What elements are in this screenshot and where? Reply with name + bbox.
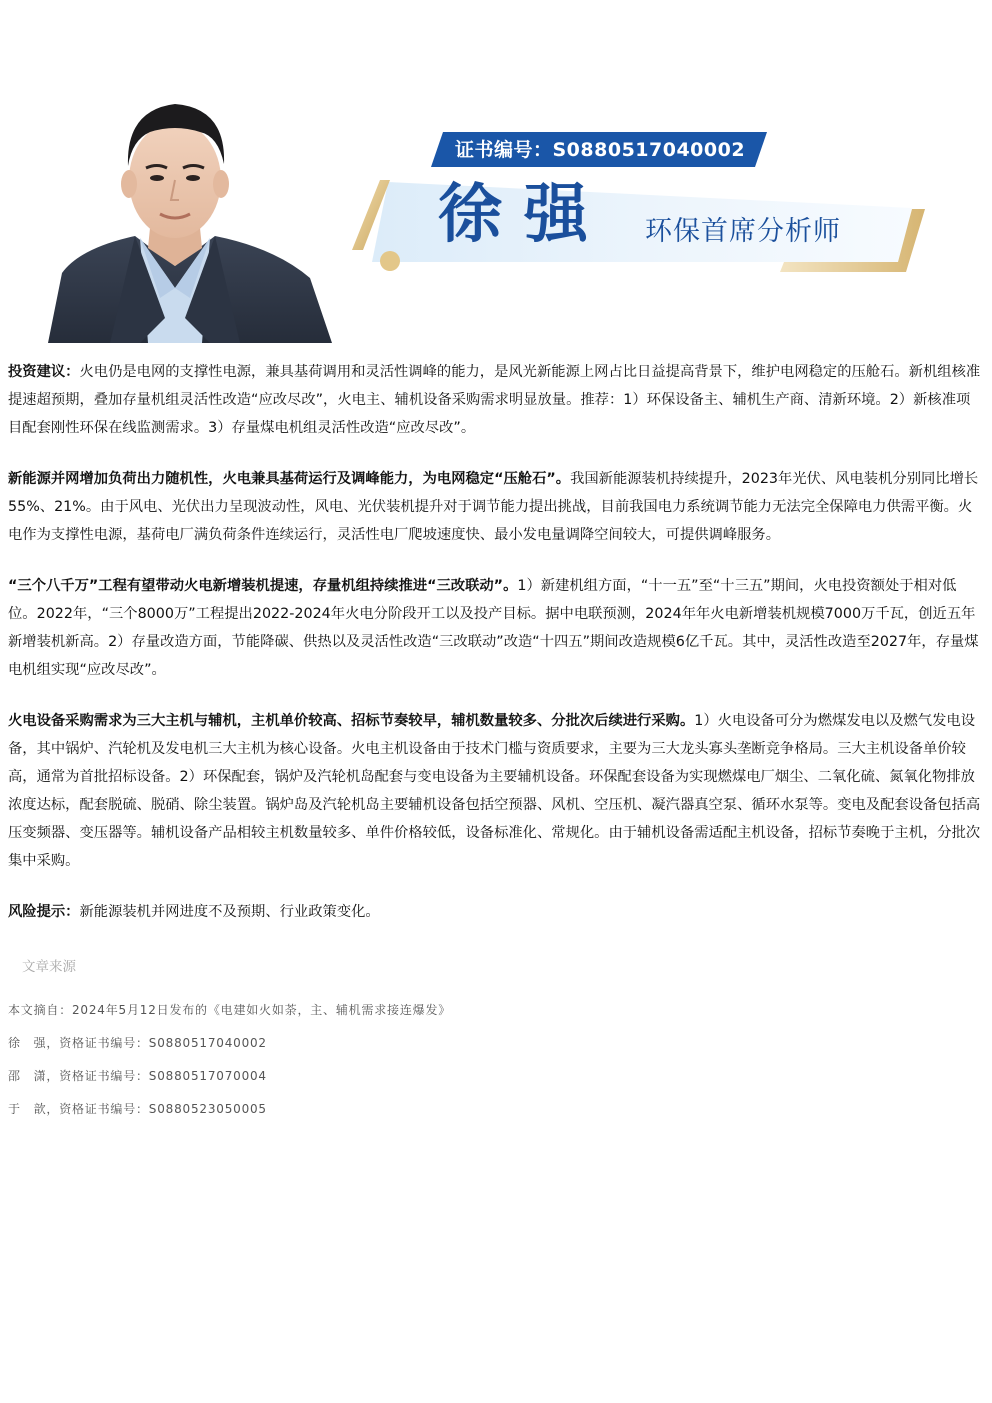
source-author-line: 徐 强，资格证书编号：S0880517040002 bbox=[8, 1036, 267, 1050]
paragraph-text: 1）火电设备可分为燃煤发电以及燃气发电设备，其中锅炉、汽轮机及发电机三大主机为核心设备。火电主机设备由于技术门槛与资质要求，主要为三大龙头寡头垄断竞争格局。三大主机设备单价较高，通常为首批招标设备。2）环保配套，锅炉及汽轮机岛配套与变电设备为主要辅机设备。环保配套设备为实现燃煤电厂烟尘、二氧化硫、氮氧化物排放浓度达标，配套脱硫、脱硝、除尘装置。锅炉岛及汽轮机岛主要辅机设备包括空预器、风机、空压机、凝汽器真空泵、循环水泵等。变电及配套设备包括高压变频器、变压器等。辅机设备产品相较主机数量较多、单件价格较低，设备标准化、常规化。由于辅机设备需适配主机设备，招标节奏晚于主机，分批次集中采购。 bbox=[8, 713, 981, 869]
source-author-line: 邵 潇，资格证书编号：S0880517070004 bbox=[8, 1069, 267, 1083]
analyst-title: 环保首席分析师 bbox=[645, 216, 841, 247]
analyst-portrait bbox=[40, 88, 335, 343]
paragraph-risk-warning bbox=[8, 898, 984, 926]
paragraph-heading: “三个八千万”工程有望带动火电新增装机提速，存量机组持续推进“三改联动”。 bbox=[8, 578, 518, 594]
paragraph-text: 火电仍是电网的支撑性电源，兼具基荷调用和灵活性调峰的能力，是风光新能源上网占比日益提高背景下，维护电网稳定的压舱石。新机组核准提速超预期，叠加存量机组灵活性改造“应改尽改”，火电主、辅机设备采购需求明显放量。推荐：1）环保设备主、辅机生产商、清新环境。2）新核准项目配套刚性环保在线监测需求。3）存量煤电机组灵活性改造“应改尽改”。 bbox=[8, 364, 981, 436]
paragraph-heading: 火电设备采购需求为三大主机与辅机，主机单价较高、招标节奏较早，辅机数量较多、分批次后续进行采购。 bbox=[8, 713, 695, 729]
paragraph-heading: 风险提示： bbox=[8, 904, 80, 920]
paragraph-three-80m-project bbox=[8, 572, 984, 684]
paragraph-text: 新能源装机并网进度不及预期、行业政策变化。 bbox=[79, 904, 380, 920]
paragraph-heading: 投资建议： bbox=[8, 364, 80, 380]
paragraph-new-energy bbox=[8, 465, 984, 549]
paragraph-equipment-procurement bbox=[8, 707, 984, 875]
source-excerpt-line: 本文摘自：2024年5月12日发布的《电建如火如荼，主、辅机需求接连爆发》 bbox=[8, 1003, 452, 1017]
certificate-number: 证书编号：S0880517040002 bbox=[455, 139, 746, 161]
paragraph-heading: 新能源并网增加负荷出力随机性，火电兼具基荷运行及调峰能力，为电网稳定“压舱石”。 bbox=[8, 471, 571, 487]
source-heading: 文章来源 bbox=[22, 959, 76, 975]
article-body bbox=[8, 358, 984, 949]
paragraph-investment-advice bbox=[8, 358, 984, 442]
article-source bbox=[8, 954, 984, 1126]
paragraph-text: 1）新建机组方面，“十一五”至“十三五”期间，火电投资额处于相对低位。2022年，“三个8000万”工程提出2022-2024年火电分阶段开工以及投产目标。据中电联预测，2024年年火电新增装机规模7000万千瓦，创近五年新增装机新高。2）存量改造方面，节能降碳、供热以及灵活性改造“三改联动”改造“十四五”期间改造规模6亿千瓦。其中，灵活性改造至2027年，存量煤电机组实现“应改尽改”。 bbox=[8, 578, 979, 678]
paragraph-text: 我国新能源装机持续提升，2023年光伏、风电装机分别同比增长55%、21%。由于风电、光伏出力呈现波动性，风电、光伏装机提升对于调节能力提出挑战，目前我国电力系统调节能力无法完全保障电力供需平衡。火电作为支撑性电源，基荷电厂满负荷条件连续运行，灵活性电厂爬坡速度快、最小发电量调降空间较大，可提供调峰服务。 bbox=[8, 471, 979, 543]
source-author-line: 于 歆，资格证书编号：S0880523050005 bbox=[8, 1102, 267, 1116]
analyst-name: 徐强 bbox=[438, 177, 610, 252]
analyst-banner bbox=[0, 0, 992, 345]
